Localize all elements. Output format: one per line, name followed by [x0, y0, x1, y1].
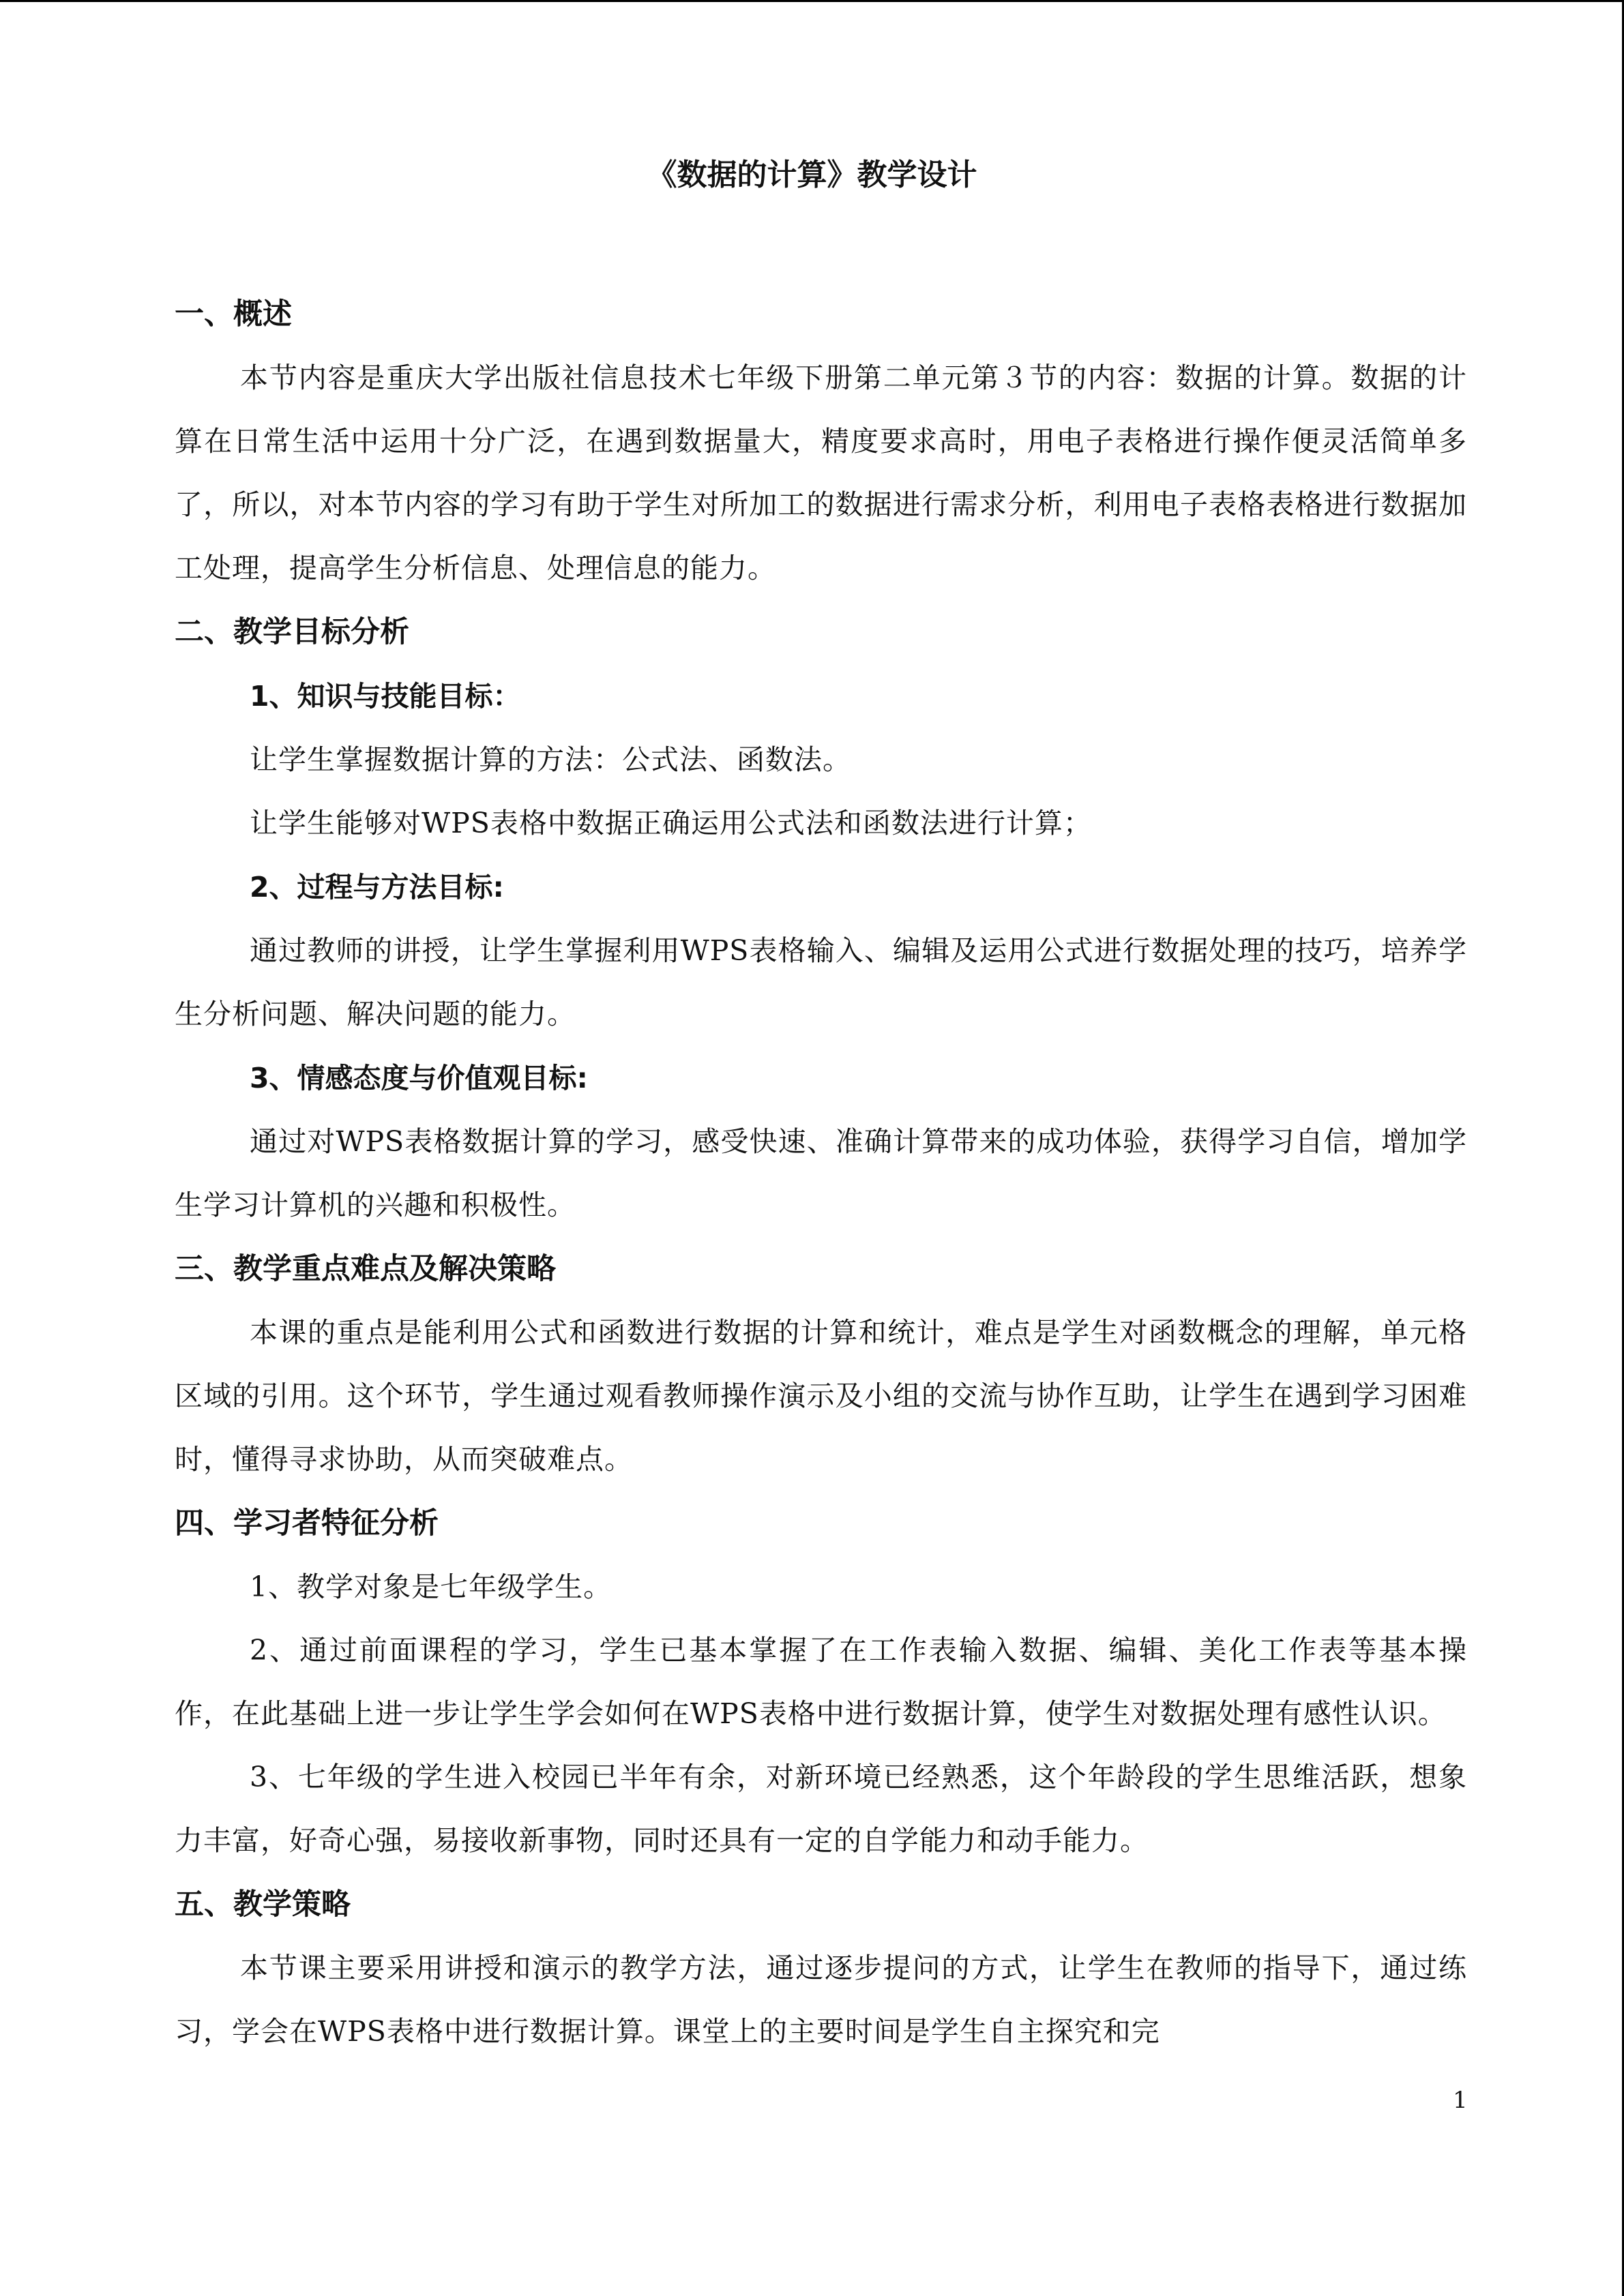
paragraph: 通过教师的讲授，让学生掌握利用WPS表格输入、编辑及运用公式进行数据处理的技巧，培养学生分析问题、解决问题的能力。	[175, 934, 1467, 1030]
paragraph: 1、教学对象是七年级学生。	[250, 1570, 612, 1603]
section-heading: 一、概述	[175, 297, 292, 331]
subsection-heading: 2、过程与方法目标:	[250, 871, 504, 904]
section-heading: 四、学习者特征分析	[175, 1506, 439, 1540]
paragraph: 本课的重点是能利用公式和函数进行数据的计算和统计，难点是学生对函数概念的理解，单元格区域的引用。这个环节，学生通过观看教师操作演示及小组的交流与协作互助，让学生在遇到学习困难时，懂得寻求协助，从而突破难点。	[175, 1316, 1467, 1476]
section-heading: 五、教学策略	[175, 1888, 351, 1922]
page-number: 1	[1453, 2087, 1468, 2114]
section-heading: 二、教学目标分析	[175, 615, 409, 649]
paragraph: 通过对WPS表格数据计算的学习，感受快速、准确计算带来的成功体验，获得学习自信，增加学生学习计算机的兴趣和积极性。	[175, 1125, 1467, 1221]
page-top-border	[0, 0, 1624, 2]
paragraph: 本节内容是重庆大学出版社信息技术七年级下册第二单元第３节的内容：数据的计算。数据的计算在日常生活中运用十分广泛，在遇到数据量大，精度要求高时，用电子表格进行操作便灵活简单多了，所以，对本节内容的学习有助于学生对所加工的数据进行需求分析，利用电子表格表格进行数据加工处理，提高学生分析信息、处理信息的能力。	[175, 361, 1467, 584]
subsection-heading: 1、知识与技能目标：	[250, 680, 521, 713]
paragraph: 让学生能够对WPS表格中数据正确运用公式法和函数法进行计算；	[250, 807, 1092, 839]
paragraph: 本节课主要采用讲授和演示的教学方法，通过逐步提问的方式，让学生在教师的指导下，通过练习，学会在WPS表格中进行数据计算。课堂上的主要时间是学生自主探究和完	[175, 1952, 1467, 2048]
paragraph: 2、通过前面课程的学习，学生已基本掌握了在工作表输入数据、编辑、美化工作表等基本操作，在此基础上进一步让学生学会如何在WPS表格中进行数据计算，使学生对数据处理有感性认识。	[175, 1634, 1467, 1730]
section-heading: 三、教学重点难点及解决策略	[175, 1252, 556, 1286]
document-title: 《数据的计算》教学设计	[647, 158, 977, 192]
subsection-heading: 3、情感态度与价值观目标:	[250, 1062, 588, 1094]
paragraph: 让学生掌握数据计算的方法：公式法、函数法。	[250, 743, 851, 776]
document-body	[175, 282, 1467, 2063]
paragraph: 3、七年级的学生进入校园已半年有余，对新环境已经熟悉，这个年龄段的学生思维活跃，想象力丰富，好奇心强，易接收新事物，同时还具有一定的自学能力和动手能力。	[175, 1761, 1467, 1857]
